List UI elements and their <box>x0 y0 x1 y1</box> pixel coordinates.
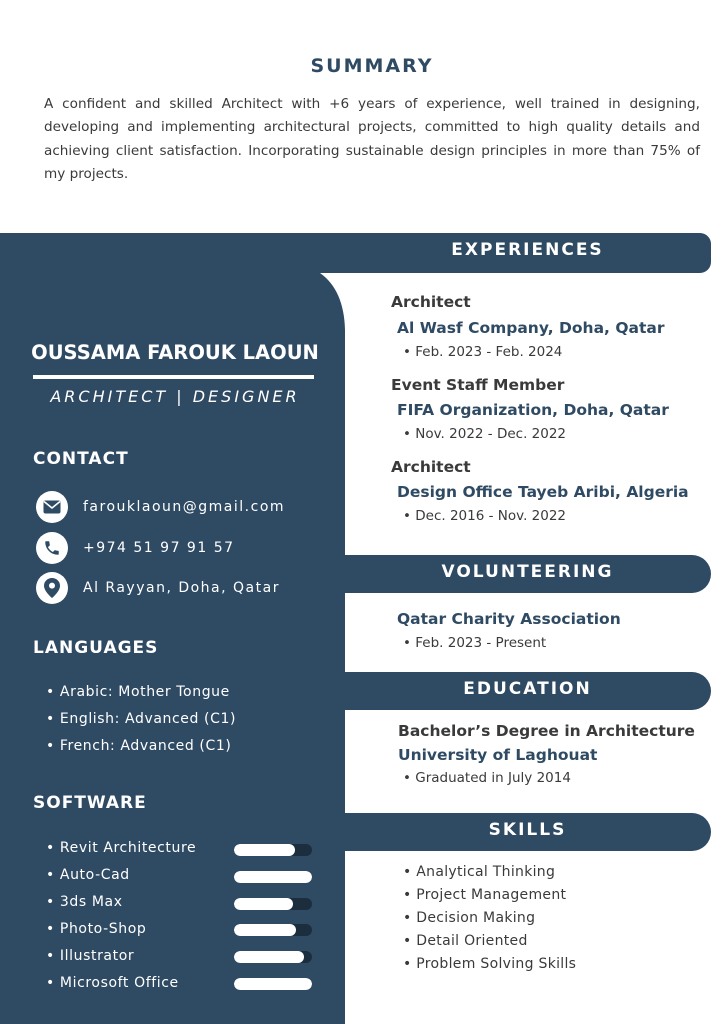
education-graduation: • Graduated in July 2014 <box>403 770 571 786</box>
software-level-fill <box>234 924 296 936</box>
skills-heading: SKILLS <box>488 820 567 840</box>
location-text: Al Rayyan, Doha, Qatar <box>83 580 280 596</box>
summary-text: A confident and skilled Architect with +6 years of experience, well trained in designing, developing and implementing architectural projects, committed to high quality details and achieving client satisfaction. Incorporating sustainable design principles in more than 75% of my projects. <box>44 96 700 182</box>
profile-name: OUSSAMA FAROUK LAOUN <box>31 341 319 364</box>
software-level-bar <box>234 898 312 910</box>
volunteering-period: • Feb. 2023 - Present <box>403 635 547 651</box>
software-item: • Revit Architecture <box>46 840 197 856</box>
education-school: University of Laghouat <box>398 746 598 764</box>
job-period: • Feb. 2023 - Feb. 2024 <box>403 344 563 360</box>
skills-list <box>403 861 576 976</box>
skill-item: • Detail Oriented <box>403 933 528 949</box>
language-item: • French: Advanced (C1) <box>46 738 232 754</box>
name-underline <box>33 375 314 379</box>
volunteering-heading: VOLUNTEERING <box>441 562 614 582</box>
contact-phone-row <box>36 532 235 564</box>
job-role: Event Staff Member <box>391 376 565 394</box>
job-organization: FIFA Organization, Doha, Qatar <box>397 401 669 419</box>
job-role: Architect <box>391 293 471 311</box>
summary-heading: SUMMARY <box>310 55 434 77</box>
software-item: • Microsoft Office <box>46 975 179 991</box>
software-level-fill <box>234 898 293 910</box>
language-item: • Arabic: Mother Tongue <box>46 684 230 700</box>
software-item: • 3ds Max <box>46 894 123 910</box>
experiences-heading: EXPERIENCES <box>451 240 604 260</box>
software-item: • Illustrator <box>46 948 135 964</box>
phone-icon <box>36 532 68 564</box>
software-level-bar <box>234 951 312 963</box>
software-level-bar <box>234 924 312 936</box>
phone-link[interactable]: +974 51 97 91 57 <box>83 540 235 556</box>
skill-item: • Problem Solving Skills <box>403 956 577 972</box>
job-role: Architect <box>391 458 471 476</box>
skill-item: • Project Management <box>403 887 567 903</box>
location-pin-icon <box>36 572 68 604</box>
education-degree: Bachelor’s Degree in Architecture <box>398 722 695 740</box>
skill-item: • Analytical Thinking <box>403 864 556 880</box>
volunteering-organization: Qatar Charity Association <box>397 610 621 628</box>
software-level-bar <box>234 871 312 883</box>
software-level-fill <box>234 978 312 990</box>
job-period: • Nov. 2022 - Dec. 2022 <box>403 426 567 442</box>
email-link[interactable]: farouklaoun@gmail.com <box>83 499 286 515</box>
profile-title: ARCHITECT | DESIGNER <box>50 387 300 406</box>
job-organization: Design Office Tayeb Aribi, Algeria <box>397 483 689 501</box>
job-organization: Al Wasf Company, Doha, Qatar <box>397 319 665 337</box>
software-level-fill <box>234 844 295 856</box>
languages-heading: LANGUAGES <box>33 638 159 658</box>
contact-location-row <box>36 572 280 604</box>
software-heading: SOFTWARE <box>33 793 147 813</box>
languages-list <box>46 679 236 760</box>
envelope-icon <box>36 491 68 523</box>
job-period: • Dec. 2016 - Nov. 2022 <box>403 508 567 524</box>
skill-item: • Decision Making <box>403 910 536 926</box>
language-item: • English: Advanced (C1) <box>46 711 237 727</box>
education-heading: EDUCATION <box>463 679 592 699</box>
contact-email-row <box>36 491 285 523</box>
software-item: • Photo-Shop <box>46 921 147 937</box>
software-level-fill <box>234 951 304 963</box>
software-level-bar <box>234 978 312 990</box>
software-item: • Auto-Cad <box>46 867 130 883</box>
contact-heading: CONTACT <box>33 449 129 469</box>
software-list <box>46 835 196 997</box>
software-level-bar <box>234 844 312 856</box>
software-level-fill <box>234 871 312 883</box>
